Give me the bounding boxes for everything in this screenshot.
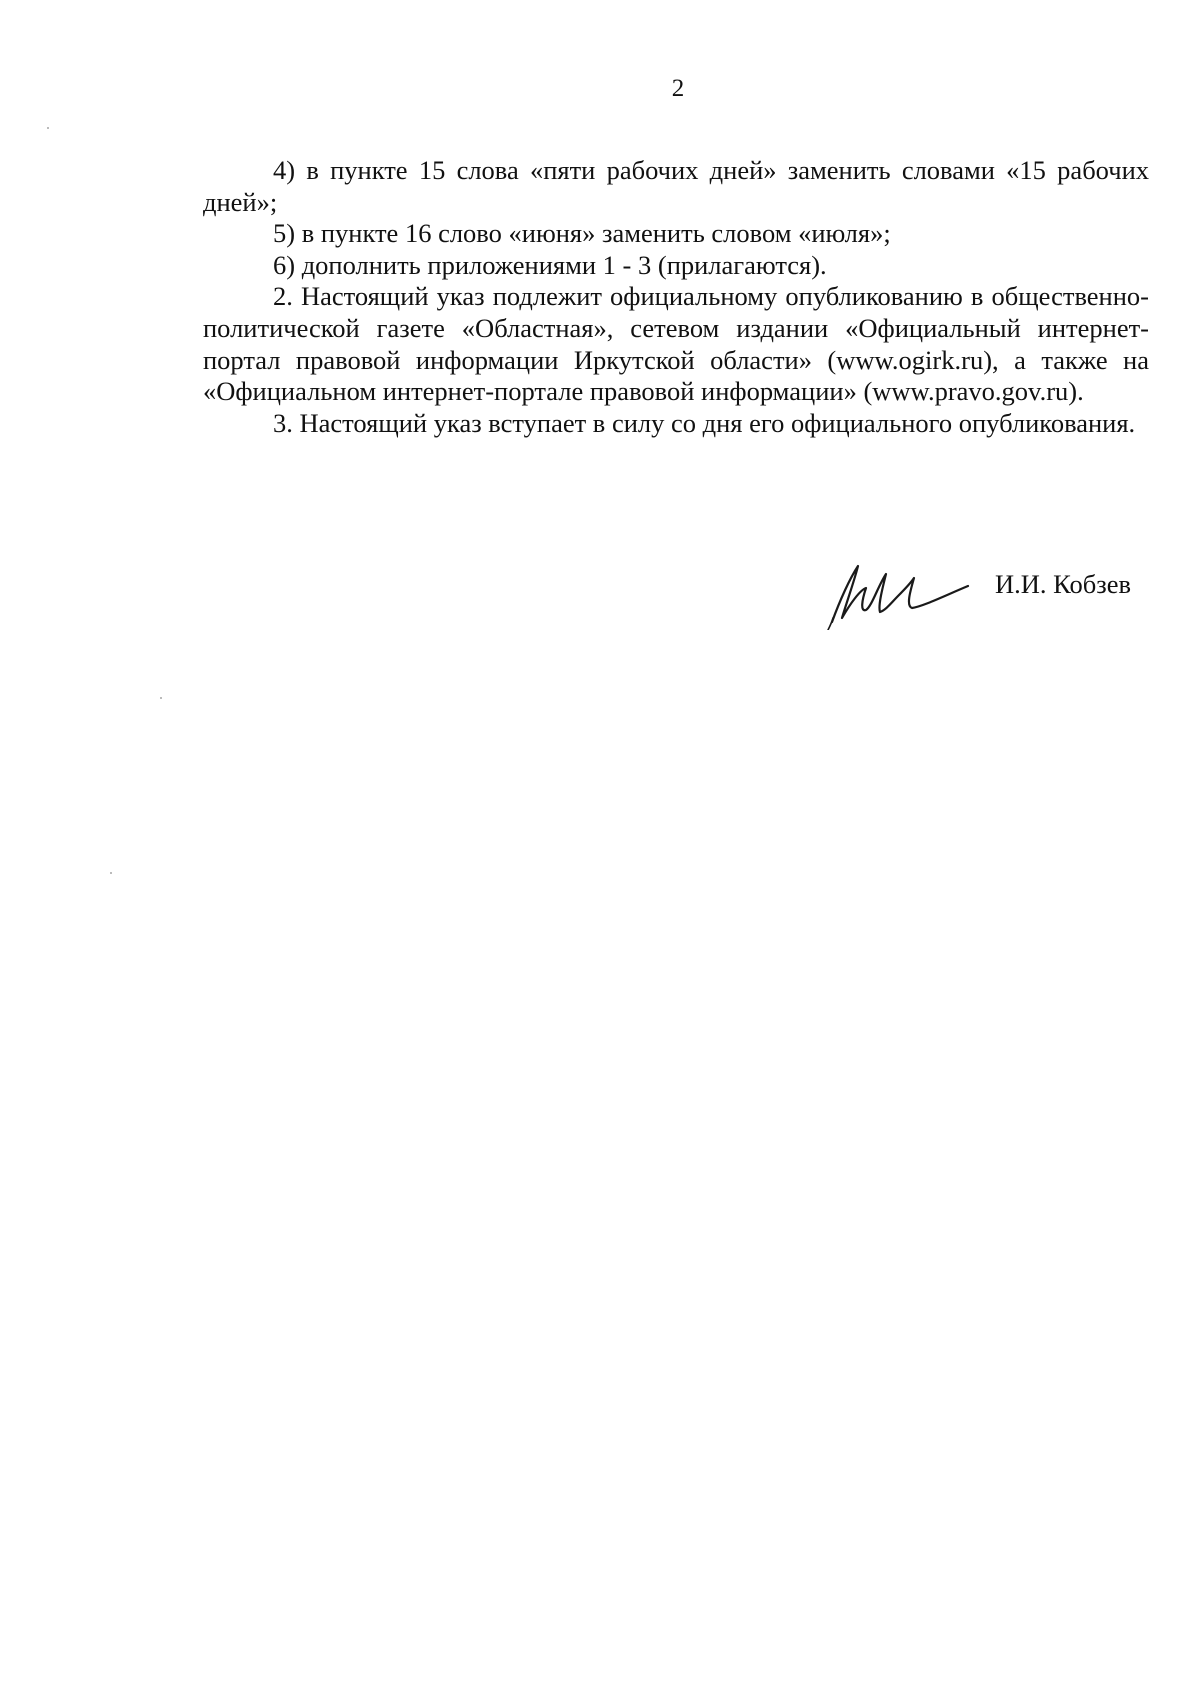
signature-block [820,560,1180,640]
signer-name: И.И. Кобзев [995,569,1131,599]
paragraph-item-5: 5) в пункте 16 слово «июня» заменить словом «июля»; [273,218,891,249]
paragraph-publication: 2. Настоящий указ подлежит официальному опубликованию в общественно-политической газете «Областная», сетевом издании «Официальный интернет-портал правовой информации Иркутской области» (www.ogirk.ru), а также на «Официальном интернет-портале правовой информации» (www.pravo.gov.ru). [203,281,1149,407]
document-body [203,155,1149,439]
handwritten-signature [820,560,980,630]
paragraph-effective-date: 3. Настоящий указ вступает в силу со дня его официального опубликования. [273,407,1136,438]
paragraph-item-4: 4) в пункте 15 слова «пяти рабочих дней» заменить словами «15 рабочих дней»; [203,155,1149,217]
scan-artifact [110,872,112,874]
scan-artifact [160,697,162,699]
page-number: 2 [671,75,685,102]
scan-artifact [47,127,49,129]
paragraph-item-6: 6) дополнить приложениями 1 - 3 (прилагаются). [273,249,827,280]
